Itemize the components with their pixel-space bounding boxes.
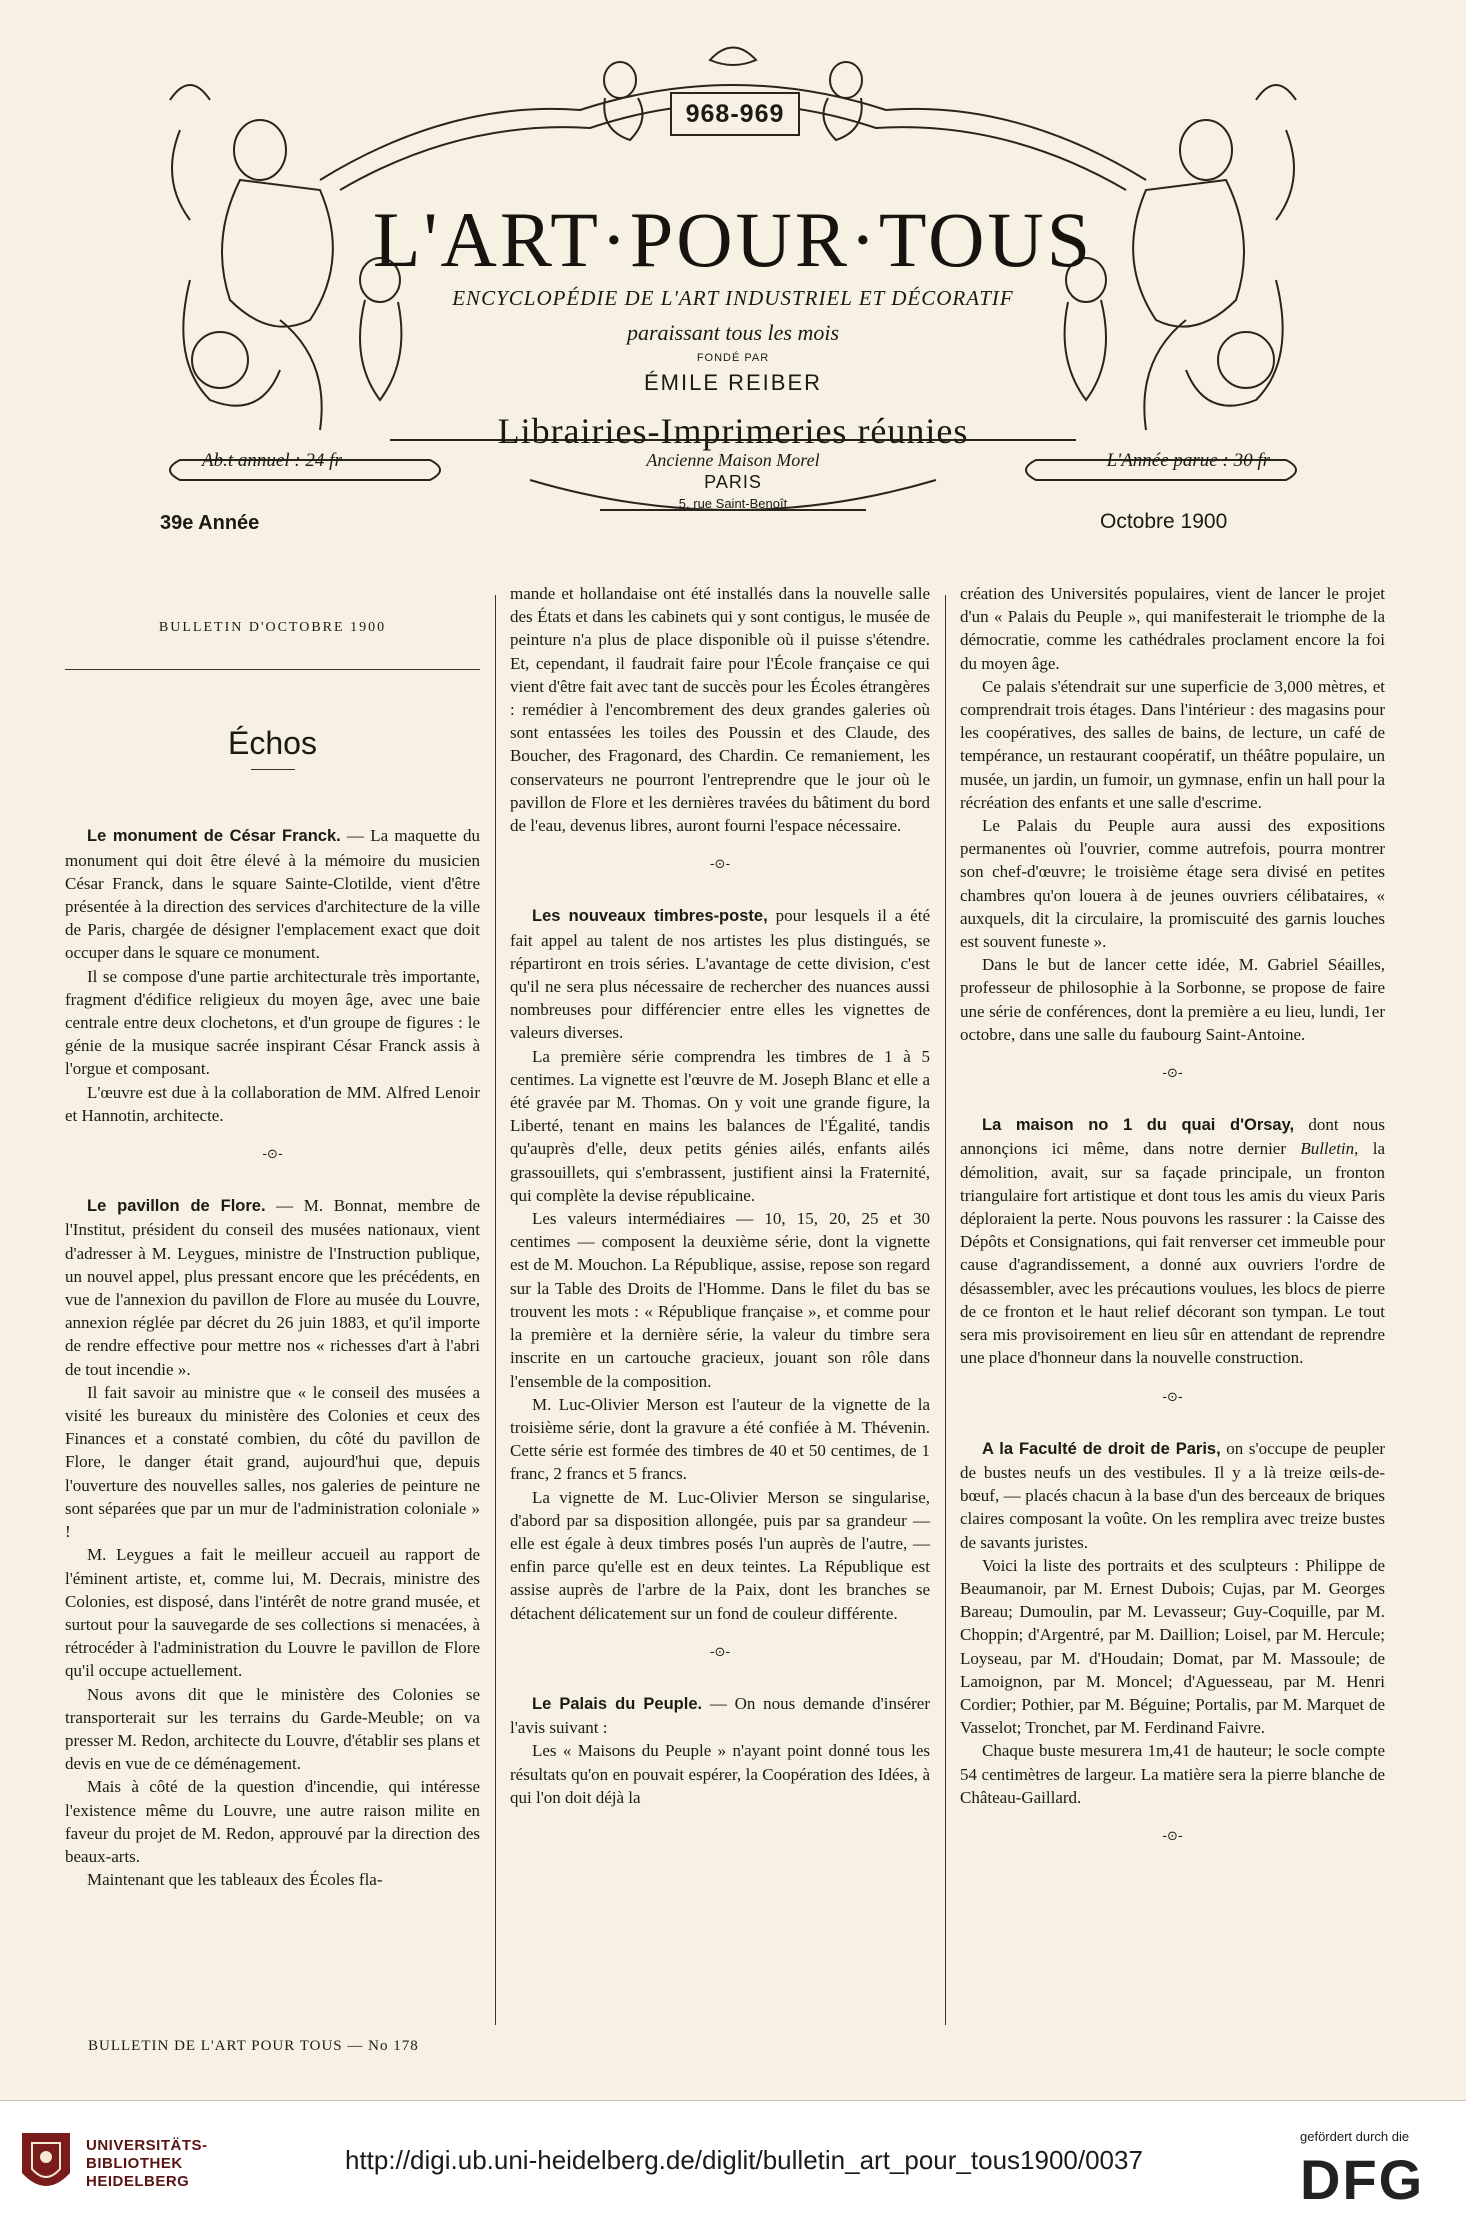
section-separator: -⊙- <box>1162 1828 1183 1844</box>
dfg-logo: DFG <box>1300 2148 1425 2211</box>
article-paragraph: La vignette de M. Luc-Olivier Merson se singularise, d'abord par sa disposition allongée, puis par sa grandeur — elle est égale à deux timbres posés l'un auprès de l'autre, — enfin parce qu'elle est en deux teintes. La République est assise auprès de l'arbre de la Paix, dont les branches se détachent délicatement sur un fond de couleur différente. <box>510 1487 930 1623</box>
article-paragraph: création des Universités populaires, vient de lancer le projet d'un « Palais du Peuple », qui manifesterait le triomphe de la démocratie, comme les cathédrales proclament encore la foi du moyen âge. <box>960 584 1385 673</box>
issue-pages-box: 968-969 <box>670 92 800 136</box>
publication-frequency: paraissant tous les mois <box>626 320 840 345</box>
section-separator: -⊙- <box>709 857 731 873</box>
publisher-name: Librairies-Imprimeries réunies <box>497 411 969 451</box>
viewer-footer-bar <box>0 2100 1466 2227</box>
column-3 <box>960 582 1385 1876</box>
article-paragraph: Les valeurs intermédiaires — 10, 15, 20, 25 et 30 centimes — composent la deuxième série, dont la vignette est de M. Mouchon. La République, assise, repose son regard sur la Table des Droits de l'Homme. Dans le filet du bas se trouvent les mots : « République française », et comme pour la première et la dernière série, la valeur du timbre sera inscrite en un cartouche gracieux, jouant son rôle dans l'ensemble de la composition. <box>510 1209 930 1391</box>
article-heading: La maison no 1 du quai d'Orsay, <box>982 1116 1295 1135</box>
journal-subtitle: ENCYCLOPÉDIE DE L'ART INDUSTRIEL ET DÉCORATIF <box>452 286 1014 310</box>
subscription-price: Ab.t annuel : 24 fr <box>202 450 342 471</box>
article-heading: Le pavillon de Flore. <box>87 1197 266 1216</box>
article-paragraph: La maison no 1 du quai d'Orsay, dont nous annonçions ici même, dans notre dernier Bulletin, la démolition, avait, sur sa façade principale, un fronton triangulaire fort artistique et dont tous les amis du vieux Paris déploraient la perte. Nous pouvons les rassurer : la Caisse des Dépôts et Consignations, qui fait renverser cet immeuble pour cause d'agrandissement, a donné aux ouvriers l'ordre de désassembler, avec les précautions voulues, les blocs de pierre de ce fronton et le haut relief décorant son tympan. Le tout sera mis provisoirement en lieu sûr en attendant de reprendre une place d'honneur dans la nouvelle construction. <box>960 1115 1385 1368</box>
article-paragraph: Dans le but de lancer cette idée, M. Gabriel Séailles, professeur de philosophie à la Sorbonne, se propose de faire une série de conférences, dont la première a eu lieu, lundi, 1er octobre, dans une salle du faubourg Saint-Antoine. <box>960 955 1385 1044</box>
article-heading: Les nouveaux timbres-poste, <box>532 907 768 926</box>
masthead <box>150 40 1316 540</box>
journal-title: L'ART·POUR·TOUS <box>372 196 1094 283</box>
back-year-price: L'Année parue : 30 fr <box>1106 450 1270 471</box>
publisher-address: 5, rue Saint-Benoît <box>678 496 788 511</box>
article-paragraph: Voici la liste des portraits et des sculpteurs : Philippe de Beaumanoir, par M. Ernest Dubois; Cujas, par M. Georges Bareau; Dumoulin, par M. Levasseur; Guy-Coquille, par M. Choppin; d'Argentré, par M. Daillion; Loisel, par M. Hercule; Loyseau, par M. d'Houdain; Domat, par M. Massoule; de Lamoignon, par M. Moncel; d'Aguesseau, par M. Henri Cordier; Pothier, par M. Béguine; Portalis, par M. Marquet de Vasselot; Tronchet, par M. Ferdinand Faivre. <box>960 1555 1385 1738</box>
article-paragraph: Les nouveaux timbres-poste, pour lesquels il a été fait appel au talent de nos artistes les plus distingués, se répartiront en trois séries. L'avantage de cette division, c'est qu'il ne sera plus nécessaire de rechercher des nuances aussi nombreuses pour différencier entre elles les vignettes de valeurs diverses. <box>510 906 930 1043</box>
article-paragraph: Il fait savoir au ministre que « le conseil des musées a visité les bureaux du ministère des Colonies et ceux des Finances et a constaté combien, du côté du pavillon de Flore, le danger était grand, aujourd'hui que, depuis l'ouverture des nouvelles salles, nos galeries de peinture ne sont séparées que par un mur de l'administration coloniale » ! <box>65 1382 480 1542</box>
article-paragraph: M. Luc-Olivier Merson est l'auteur de la vignette de la troisième série, dont la gravure a été confiée à M. Thévenin. Cette série est formée des timbres de 40 et 50 centimes, de 1 franc, 2 francs et 5 francs. <box>510 1394 930 1484</box>
article-heading: Le Palais du Peuple. <box>532 1694 703 1713</box>
article-paragraph: La première série comprendra les timbres de 1 à 5 centimes. La vignette est l'œuvre de M. Joseph Blanc et elle a été gravée par M. Thomas. On y voit une grande figure, la Liberté, tenant en mains les balances de l'Égalité, tandis qu'auprès d'elle, deux petits génies ailés, enfants ailés grassouillets, qui s'embrassent, justifient ainsi la Fraternité, qui complète la devise républicaine. <box>510 1046 930 1205</box>
article-paragraph: Le Palais du Peuple aura aussi des expositions permanentes où l'ouvrier, comme autrefois, pourra montrer son chef-d'œuvre; le troisième étage sera divisé en petites chambres qu'on louera à de jeunes ouvriers célibataires, « auxquels, dit la circulaire, la promiscuité des garnis louches est souvent funeste ». <box>960 816 1385 952</box>
article-paragraph: Il se compose d'une partie architecturale très importante, fragment d'édifice religieux du moyen âge, avec une baie centrale entre deux clochetons, et d'un groupe de figures : le génie de la musique sacrée inspirant César Franck assis à l'orgue et composant. <box>65 966 480 1079</box>
former-house: Ancienne Maison Morel <box>646 450 820 470</box>
section-separator: -⊙- <box>1162 1389 1183 1405</box>
section-separator: -⊙- <box>709 1644 731 1660</box>
volume-year: 39e Année <box>160 512 260 534</box>
column-divider <box>495 595 496 2025</box>
article-paragraph: Le Palais du Peuple. — On nous demande d'insérer l'avis suivant : <box>510 1693 930 1738</box>
article-heading: A la Faculté de droit de Paris, <box>982 1439 1221 1458</box>
library-name: UNIVERSITÄTS- BIBLIOTHEK HEIDELBERG <box>86 2137 208 2190</box>
article-paragraph: Chaque buste mesurera 1m,41 de hauteur; le socle compte 54 centimètres de largeur. La matière sera la pierre blanche de Château-Gaillard. <box>960 1741 1385 1807</box>
founder-name: ÉMILE REIBER <box>643 370 823 395</box>
column-divider <box>945 595 946 2025</box>
publisher-city: PARIS <box>704 472 762 492</box>
section-title: Échos <box>228 725 317 762</box>
section-separator: -⊙- <box>262 1147 283 1163</box>
article-paragraph: Maintenant que les tableaux des Écoles fla- <box>87 1870 383 1890</box>
header-rule <box>65 669 480 670</box>
article-paragraph: Les « Maisons du Peuple » n'ayant point donné tous les résultats qu'on en pouvait espérer, la Coopération des Idées, à qui l'on doit déjà la <box>510 1741 930 1807</box>
issue-month: Octobre 1900 <box>1100 510 1228 533</box>
page-footer: BULLETIN DE L'ART POUR TOUS — No 178 <box>88 2038 419 2054</box>
article-paragraph: Nous avons dit que le ministère des Colonies se transporterait sur les terrains du Garde-Meuble; on va presser M. Redon, architecte du Louvre, d'établir ses plans et devis en vue de ce déménagement. <box>65 1684 480 1774</box>
permalink-url[interactable]: http://digi.ub.uni-heidelberg.de/diglit/bulletin_art_pour_tous1900/0037 <box>345 2145 1143 2175</box>
article-paragraph: M. Leygues a fait le meilleur accueil au rapport de l'éminent artiste, et, comme lui, M. Decrais, ministre des Colonies, est disposé, dans l'intérêt de notre grand musée, et surtout pour la sauvegarde de ses collections si menacées, à rétrocéder à l'administration du Louvre le pavillon de Flore qu'il occupe actuellement. <box>65 1545 480 1681</box>
article-paragraph: Mais à côté de la question d'incendie, qui intéresse l'existence même du Louvre, une autre raison milite en faveur du projet de M. Redon, approuvé par la direction des beaux-arts. <box>65 1777 480 1866</box>
section-separator: -⊙- <box>1162 1066 1183 1082</box>
column-1 <box>65 580 480 1891</box>
article-heading: Le monument de César Franck. <box>87 827 341 846</box>
article-paragraph: mande et hollandaise ont été installés dans la nouvelle salle des États et dans les cabinets qui y sont contigus, le musée de peinture n'a plus de place disponible où il puisse s'étendre. Et, cependant, il faudrait faire pour l'École française ce qui vient d'être fait avec tant de succès pour les Écoles étrangères : remédier à l'encombrement des deux grandes galeries où sont entassées les toiles des Poussin et des Claude, des Boucher, des Fragonard, des Chardin. Ce remaniement, les conservateurs ne pourront l'entreprendre que le jour où le pavillon de Flore et les dernières travées du bâtiment du bord de l'eau, devenus libres, auront fourni l'espace nécessaire. <box>510 584 930 836</box>
article-paragraph: A la Faculté de droit de Paris, on s'occupe de peupler de bustes neufs un des vestibules. Il y a là treize œils-de-bœuf, — placés chacun à la base d'un des berceaux de briques claires composant la voûte. On les remplira avec treize bustes de savants juristes. <box>960 1438 1386 1552</box>
bulletin-title: BULLETIN D'OCTOBRE 1900 <box>158 620 387 635</box>
funded-by-label: gefördert durch die <box>1300 2129 1410 2144</box>
article-paragraph: Le monument de César Franck. — La maquette du monument qui doit être élevé à la mémoire du musicien César Franck, dans le square Sainte-Clotilde, vient d'être présentée à la direction des services d'architecture de la ville de Paris, chargée de désigner l'emplacement exact que doit occuper dans le square ce monument. <box>65 826 480 963</box>
title-rule <box>251 769 295 770</box>
university-seal-icon <box>18 2129 74 2201</box>
article-paragraph: Le pavillon de Flore. — M. Bonnat, membre de l'Institut, président du conseil des musées nationaux, vient d'adresser à M. Leygues, ministre de l'Instruction publique, un nouvel appel, plus pressant encore que les précédents, en vue de l'annexion du pavillon de Flore au musée du Louvre, annexion réglée par décret du 26 juin 1883, et qu'il importe de rendre effective pour mettre nos « richesses d'art à l'abri de tout incendie ». <box>65 1196 480 1379</box>
article-paragraph: Ce palais s'étendrait sur une superficie de 3,000 mètres, et comprendrait trois étages. Dans l'intérieur : des magasins pour les coopératives, des salles de bains, de lecture, un café de tempérance, un restaurant coopératif, un théâtre populaire, un musée, un jardin, un fumoir, un gymnase, enfin un hall pour la récréation des enfants et une salle d'escrime. <box>960 676 1385 812</box>
founded-by-label: FONDÉ PAR <box>696 352 770 364</box>
column-2 <box>510 582 930 1809</box>
article-paragraph: L'œuvre est due à la collaboration de MM. Alfred Lenoir et Hannotin, architecte. <box>65 1082 480 1125</box>
